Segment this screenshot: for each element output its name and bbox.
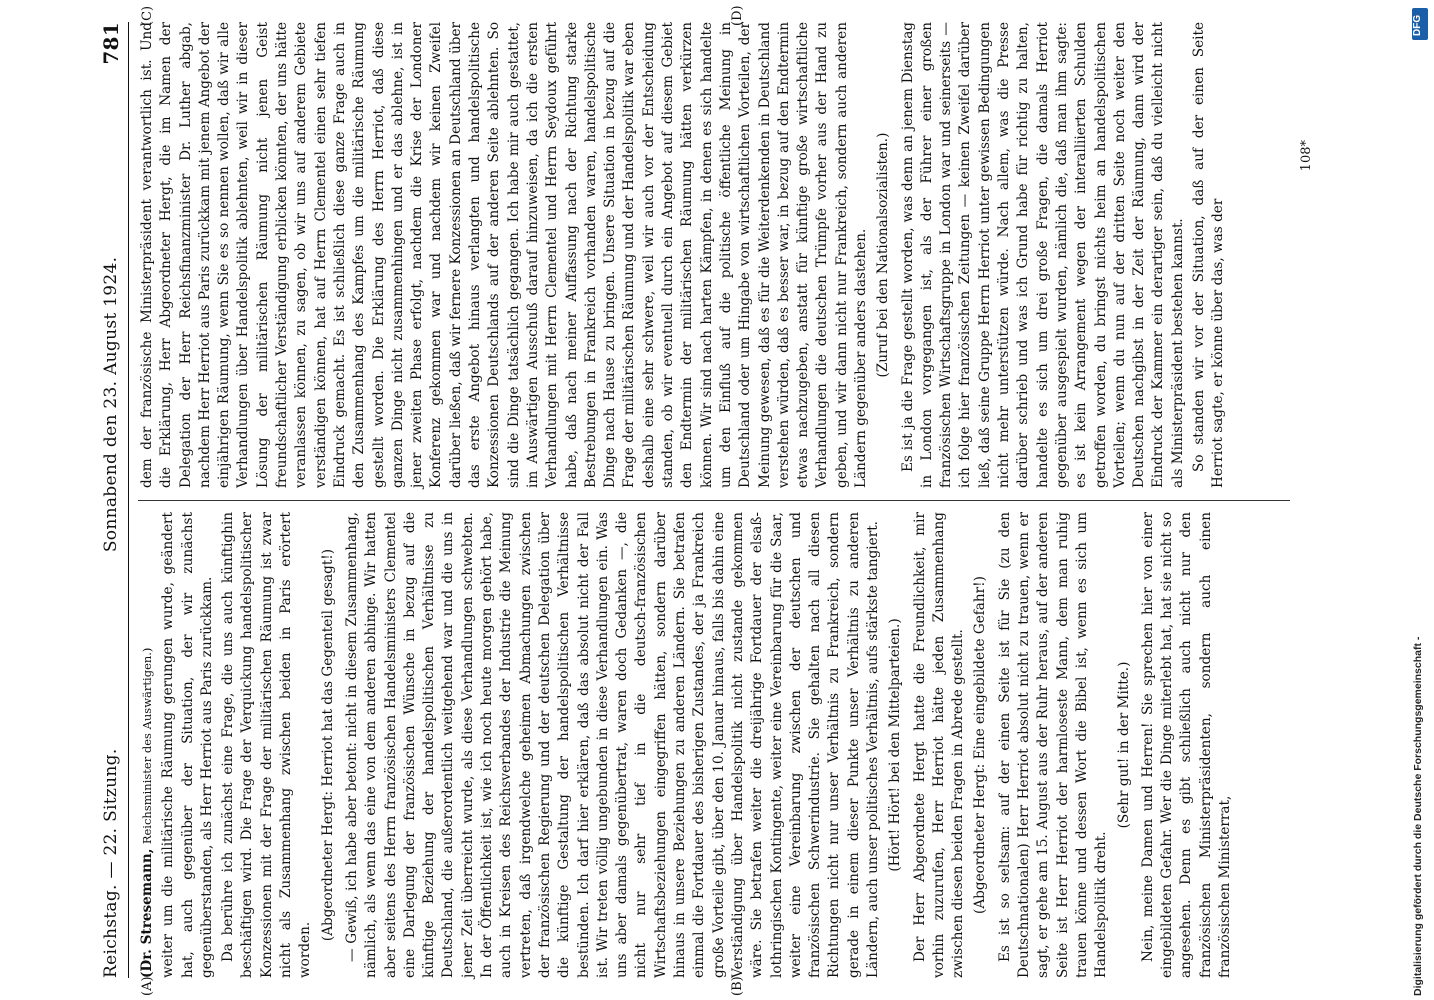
margin-marker-d: (D) [730,5,745,26]
paragraph: So standen wir vor der Situation, daß auf der einen Seite Herriot sagte, er könne über das, was der [1191,22,1227,488]
margin-marker-a: (A) [140,976,155,996]
paragraph: Es ist ja die Frage gestellt worden, was denn an jenem Dienstag in London vorgegangen ist, als der Führer einer großen französischen Wirtschaftsgruppe in London war und seinerseits — ich folge hier französischen Zeitungen — keinen Zweifel darüber ließ, daß seine Gruppe Herrn Herriot unter gewissen Bedingungen nicht mehr unterstützen würde. Nach allem, was die Presse darüber schrieb und was ich Grund habe für richtig zu halten, handelte es sich um drei große Fragen, die damals Herriot gegenüber ausgespielt wurden, nämlich die, daß man ihm sagte: es ist kein Arrangement wegen der interalliierten Schulden getroffen worden, du bringst nichts heim an handelspolitischen Vorteilen; wenn du nun auf der dritten Seite noch weiter den Deutschen nachgibst in der Zeit der Räumung, dann wird der Eindruck der Kammer ein derartiger sein, daß du vielleicht nicht als Ministerpräsident bestehen kannst. [899,22,1186,488]
paragraph: — Gewiß, ich habe aber betont: nicht in diesem Zusammenhang, nämlich, als wenn das eine von dem anderen abhinge. Wir hatten aber seitens des Herrn französischen Handelsministers Clementel eine Darlegung der französischen Wünsche in bezug auf die künftige Beziehung der handelspolitischen Verhältnisse zu Deutschland, die außerordentlich weitgehend war und die uns in jener Zeit überreicht wurde, als diese Verhandlungen schwebten. In der Öffentlichkeit ist, wie ich noch heute morgen gehört habe, auch in Kreisen des Reichsverbandes der Industrie die Meinung vertreten, daß irgendwelche geheimen Abmachungen zwischen der französischen Regierung und der deutschen Delegation über die künftige Gestaltung der handelspolitischen Verhältnisse bestünden. Ich darf hier erklären, daß das absolut nicht der Fall ist. Wir treten völlig ungebunden in diese Verhandlungen ein. Was uns aber damals gegenübertrat, waren doch Gedanken —, die nicht nur sehr tief in die deutsch-französischen Wirtschaftsbeziehungen eingegriffen hätten, sondern darüber hinaus in unsere Beziehungen zu anderen Ländern. Sie betrafen einmal die Fortdauer des bisherigen Zustandes, der ja Frankreich große Vorteile gibt, über den 10. Januar hinaus, falls bis dahin eine Verständigung über Handelspolitik nicht zustande gekommen wäre. Sie betrafen weiter die dreijährige Fortdauer der elsaß-lothringischen Kontingente, weiter eine Vereinbarung für die Saar, weiter eine Vereinbarung zwischen der deutschen und französischen Schwerindustrie. Sie gehalten nach all diesen Richtungen nicht nur unser Verhältnis zu Frankreich, sondern gerade in einem dieser Punkte unser Verhältnis zu anderen Ländern, auch unser politisches Verhältnis, aufs stärkste tangiert. [343,512,881,978]
interjection: (Sehr gut! in der Mitte.) [1115,661,1132,829]
right-column [138,22,1231,488]
speaker-line [138,512,157,978]
paragraph: Nein, meine Damen und Herren! Sie sprechen hier von einer eingebildeten Gefahr. Wer die Dinge miterlebt hat, hat sie nicht so angesehen. Denn es gibt schließlich auch nicht nur den französischen Ministerpräsidenten, sondern auch einen französischen Ministerrat, [1139,512,1234,978]
margin-marker-b: (B) [730,976,745,996]
dfg-logo-text: DFG [1412,14,1423,36]
header-date: Sonnabend den 23. August 1924. [101,256,121,553]
interjection: (Hört! Hört! bei den Mittelparteien.) [887,618,904,872]
paragraph: Der Herr Abgeordnete Hergt hatte die Freundlichkeit, mir vorhin zuzurufen, Herr Herriot hätte jeden Zusammenhang zwischen diesen beiden Fragen in Abrede gestellt. [911,512,967,978]
left-column [138,512,1237,978]
paragraph: dem der französische Ministerpräsident verantwortlich ist. Und die Erklärung, Herr Abgeordneter Hergt, die im Namen der Delegation der Herr Reichsfinanzminister Dr. Luther abgab, nachdem Herr Herriot aus Paris zurückkam mit jenem Angebot der einjährigen Räumung, wenn Sie es so nennen wollen, daß wir alle Verhandlungen über Handelspolitik ablehnten, weil wir in dieser Lösung der militärischen Räumung nicht jenen Geist freundschaftlicher Verständigung erblicken könnten, der uns hätte veranlassen können, zu sagen, ob wir uns auf anderem Gebiete verständigen können, hat auf Herrn Clementel einen sehr tiefen Eindruck gemacht. Es ist schließlich diese ganze Frage auch in den Zusammenhang des Kampfes um die militärische Räumung gestellt worden. Die Erklärung des Herrn Herriot, daß diese ganzen Dinge nicht zusammenhingen und er das ablehne, ist in jener zweiten Phase erfolgt, nachdem die Krise der Londoner Konferenz gekommen war und nachdem wir keinen Zweifel darüber ließen, daß wir fernere Konzessionen an Deutschland über das erste Angebot hinaus verlangten und handelspolitische Konzessionen Deutschlands auf der anderen Seite ablehnten. So sind die Dinge tatsächlich gegangen. Ich habe mir auch gestattet, im Auswärtigen Ausschuß darauf hinzuweisen, da ich die ersten Verhandlungen mit Herrn Clementel und Herrn Seydoux geführt habe, daß nach meiner Auffassung nach der Richtung starke Bestrebungen in Frankreich vorhanden waren, handelspolitische Dinge nach Hause zu bringen. Unsere Situation in bezug auf die Frage der militärischen Räumung und der Handelspolitik war eben deshalb eine sehr schwere, weil wir auch vor der Entscheidung standen, ob wir eventuell durch ein Angebot auf diesem Gebiet den Endtermin der militärischen Räumung hätten verkürzen können. Wir sind nach harten Kämpfen, in denen es sich handelte um den Einfluß auf die politische öffentliche Meinung in Deutschland oder um Hingabe von wirtschaftlichen Vorteilen, der Meinung gewesen, daß es für die Weiterdenkenden in Deutschland verstehen würden, daß es besser war, in bezug auf den Endtermin etwas nachzugeben, anstatt für künftige große wirtschaftliche Verhandlungen die deutschen Trümpfe vorher aus der Hand zu geben, und wir dann nicht nur Frankreich, sondern auch anderen Ländern gegenüber anders dastehen. [139,22,869,488]
header-left: Reichstag. — 22. Sitzung. [101,748,121,978]
interjection: (Abgeordneter Hergt: Eine eingebildete Gefahr!) [972,576,989,914]
digitization-credit [1410,0,1432,1000]
paragraph: Da berühre ich zunächst eine Frage, die uns auch künftighin beschäftigen wird. Die Frage der Verquickung handelspolitischer Konzessionen mit der Frage der militärischen Räumung ist zwar nicht als Zusammenhang zwischen beiden in Paris erörtert worden. [220,512,314,978]
interjection: (Zuruf bei den Nationalsozialisten.) [875,132,892,378]
interjection: (Abgeordneter Hergt: Herriot hat das Gegenteil gesagt!) [319,548,336,942]
credit-text: Digitalisierung gefördert durch die Deutsche Forschungsgemeinschaft - [1412,636,1424,996]
column-divider [138,500,1290,501]
sheet-signature: 108* [1299,140,1314,172]
rotated-page-wrapper [90,0,1350,1000]
speaker-role: Reichsminister des Auswärtigen.) [140,647,154,845]
document-page [90,0,1320,1000]
margin-marker-c: (C) [140,5,155,26]
paragraph: Es ist so seltsam: auf der einen Seite ist für Sie (zu den Deutschnationalen) Herr Herriot absolut nicht zu trauen, wenn er sagt, er gehe am 15. August aus der Ruhr heraus, auf der anderen Seite ist Herr Herriot der harmloseste Mann, dem man ruhig trauen könne und dessen Wort die Bibel ist, wenn es sich um Handelspolitik dreht. [996,512,1110,978]
dfg-logo-icon [1412,8,1428,40]
running-header [94,22,129,978]
speaker-name: (Dr. Stresemann, [139,848,155,978]
paragraph: weiter um die militärische Räumung gerungen wurde, geändert hat, auch gegenüber der Situation, der wir zunächst gegenüberstanden, als Herr Herriot aus Paris zurückkam. [160,512,215,978]
page-number: 781 [99,22,123,65]
